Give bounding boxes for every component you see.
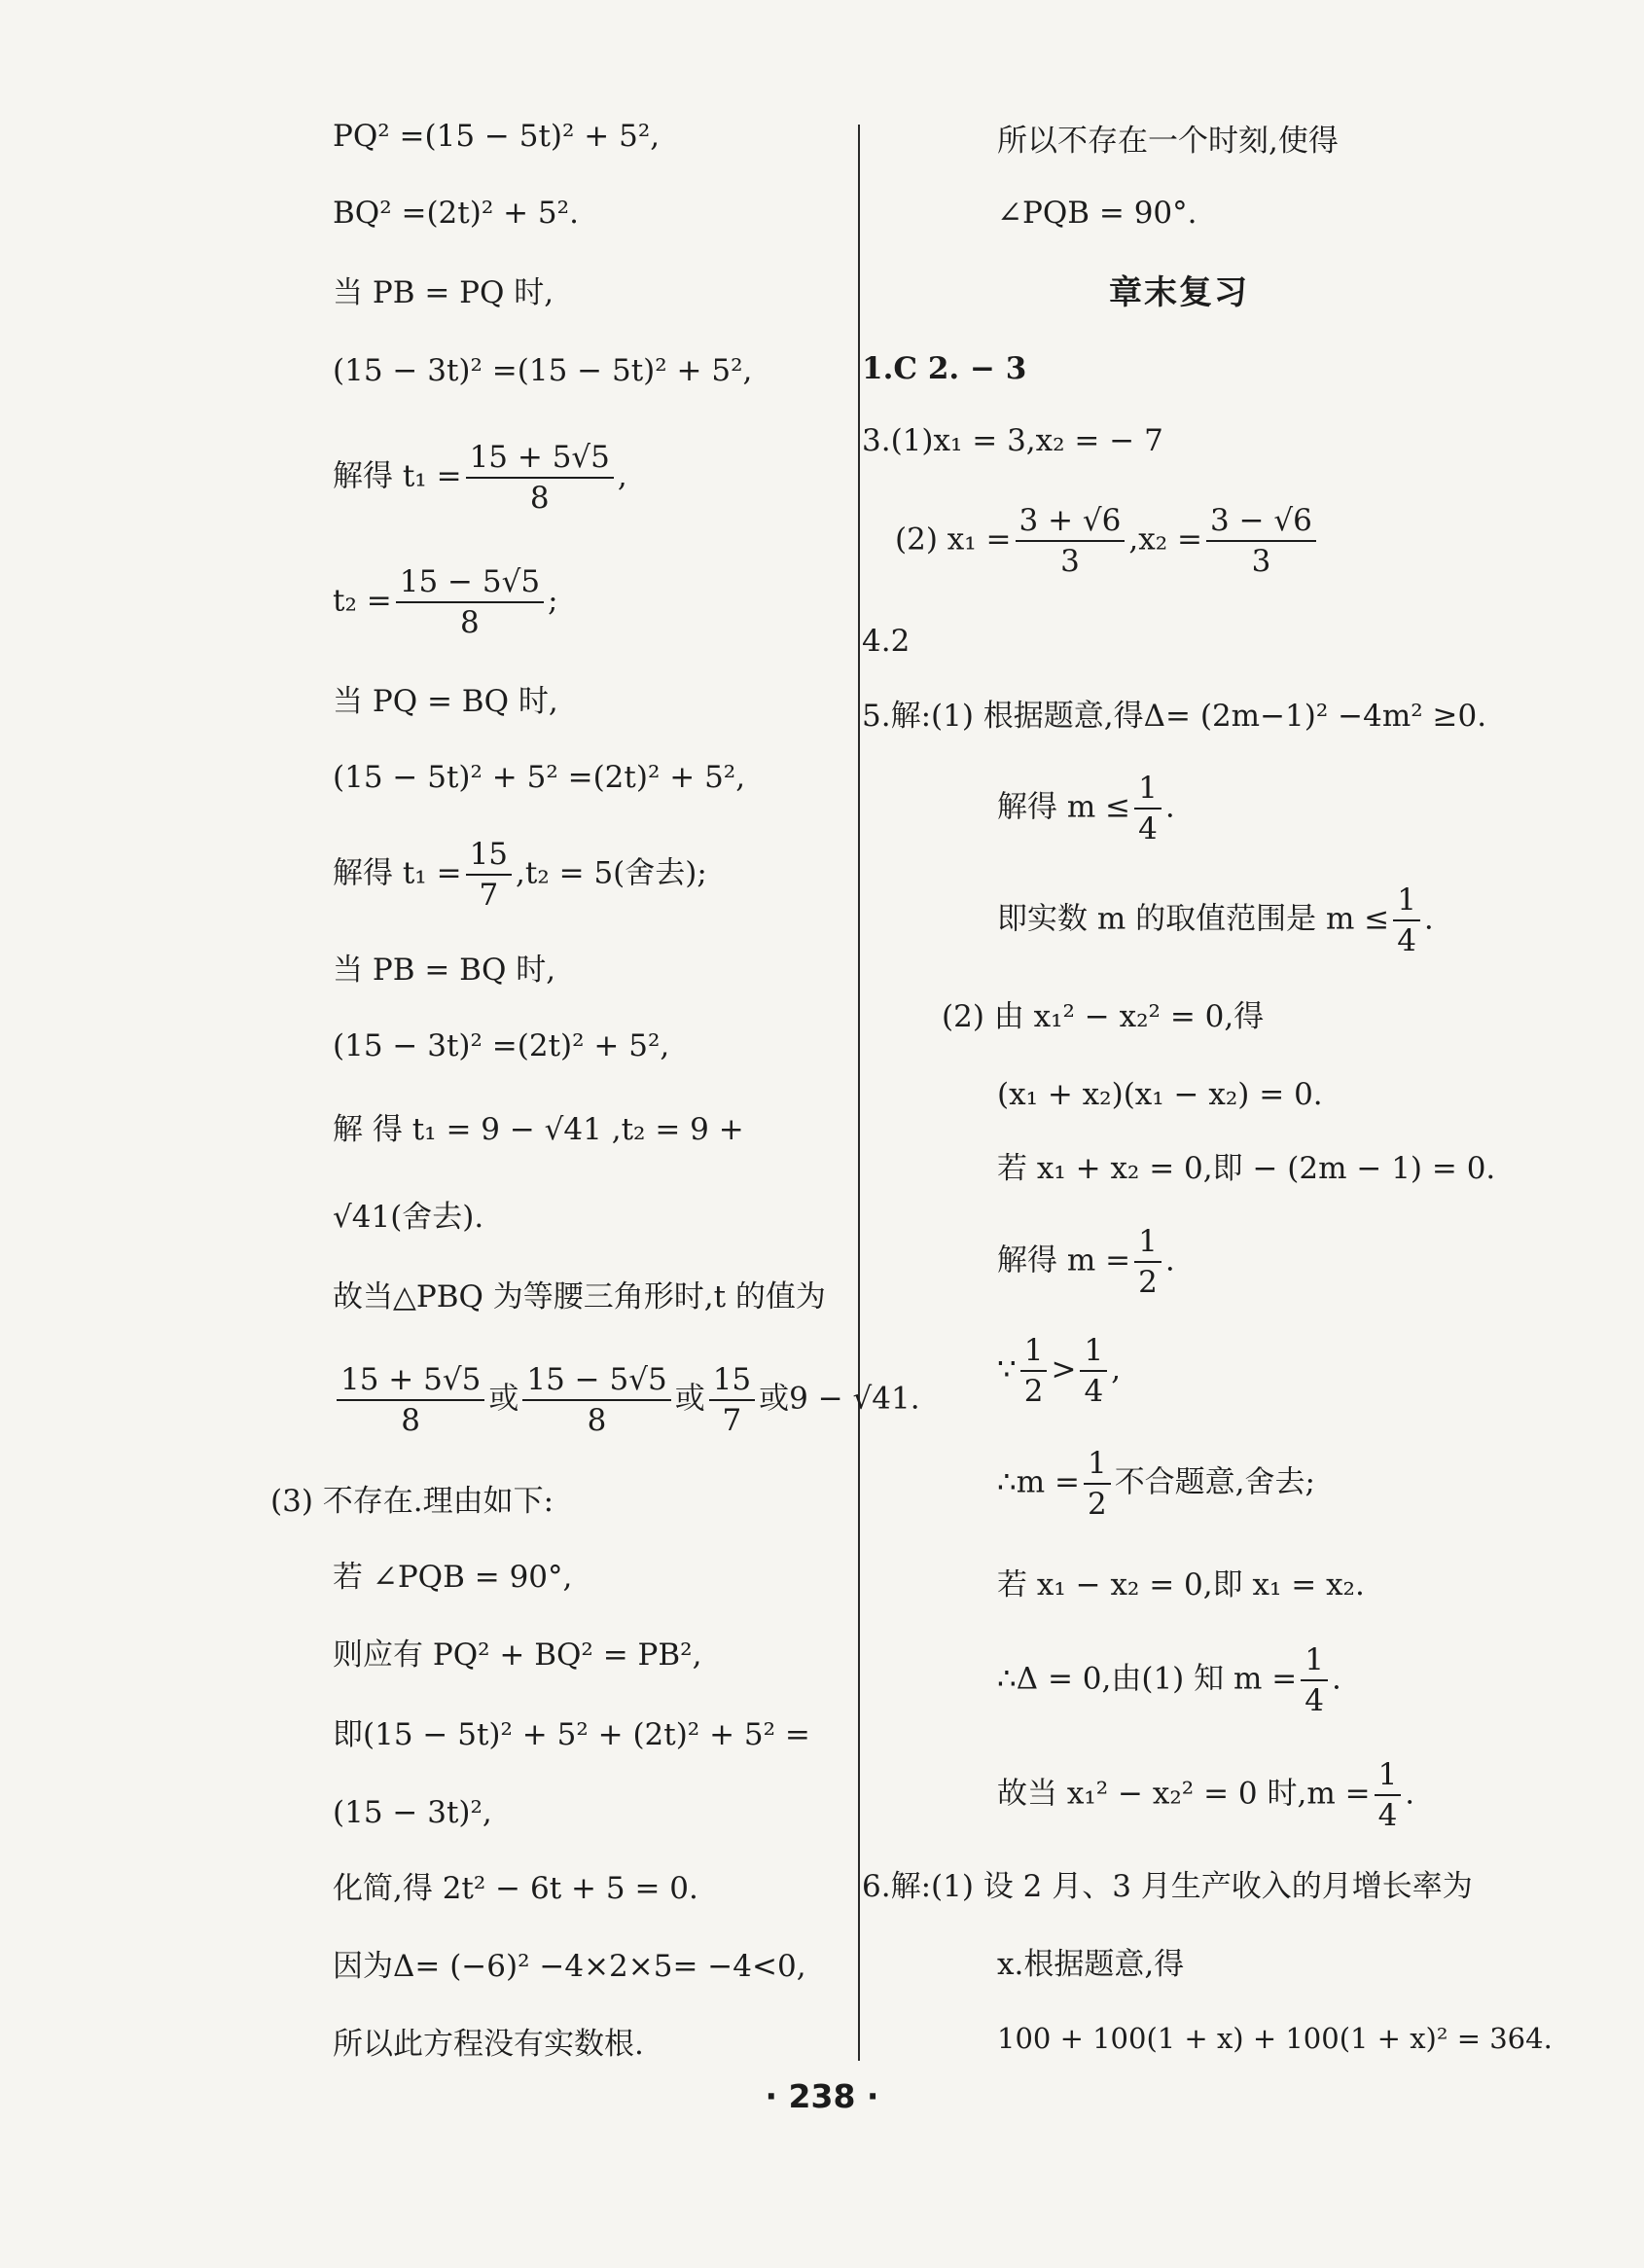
right-line-15 [997,1444,1315,1524]
text: 即实数 m 的取值范围是 m ≤ [997,901,1390,937]
left-line-9 [333,835,707,915]
left-line-3: 当 PB = PQ 时, [333,275,554,310]
right-line-7: 5.解:(1) 根据题意,得Δ= (2m−1)² −4m² ≥0. [862,699,1487,734]
left-line-7: 当 PQ = BQ 时, [333,684,558,719]
numerator: 1 [1134,769,1162,810]
fraction [1206,501,1316,581]
text: 或9 − √41. [759,1381,920,1417]
fraction [337,1360,484,1440]
denominator: 7 [479,878,499,913]
text: ,t₂ = 5(舍去); [516,855,707,891]
numerator: 1 [1080,1331,1107,1372]
fraction [1134,1222,1162,1302]
text: , [1111,1351,1122,1387]
numerator: 15 − 5√5 [522,1360,670,1401]
fraction [1080,1331,1107,1411]
left-line-23: 所以此方程没有实数根. [333,2027,644,2062]
denominator: 3 [1251,544,1271,579]
fraction [1084,1444,1111,1524]
column-divider [858,125,860,2061]
right-line-8 [997,769,1175,848]
fraction [466,835,512,915]
numerator: 15 + 5√5 [337,1360,484,1401]
right-line-9 [997,881,1434,960]
denominator: 4 [1304,1683,1324,1718]
text: , [617,458,627,494]
left-line-20: (15 − 3t)², [333,1795,492,1830]
right-line-6: 4.2 [862,624,911,659]
fraction [1134,769,1162,848]
left-line-16: (3) 不存在.理由如下: [270,1484,554,1519]
fraction [466,438,614,518]
fraction [1301,1640,1328,1720]
right-line-18 [997,1755,1414,1835]
numerator: 1 [1301,1640,1328,1681]
right-line-13 [997,1222,1175,1302]
left-line-12: 解 得 t₁ = 9 − √41 ,t₂ = 9 + [333,1112,744,1147]
left-line-11: (15 − 3t)² =(2t)² + 5², [333,1028,670,1063]
text: 解得 t₁ = [333,458,462,494]
right-line-4: 3.(1)x₁ = 3,x₂ = − 7 [862,423,1163,458]
text: . [1405,1776,1415,1812]
text: . [1164,1242,1175,1278]
fraction [1016,501,1126,581]
denominator: 3 [1060,544,1080,579]
text: ,x₂ = [1128,522,1202,558]
fraction [1393,881,1420,960]
numerator: 3 + √6 [1016,501,1126,542]
fraction [522,1360,670,1440]
denominator: 4 [1397,923,1416,958]
denominator: 2 [1023,1374,1044,1409]
page-number: · 238 · [765,2077,879,2115]
denominator: 2 [1138,1265,1158,1300]
left-line-5 [333,438,627,518]
section-heading: 章末复习 [1109,273,1249,312]
left-line-4: (15 − 3t)² =(15 − 5t)² + 5², [333,353,753,388]
numerator: 15 [466,835,512,876]
left-line-6 [333,562,558,642]
numerator: 3 − √6 [1206,501,1316,542]
left-line-1: PQ² =(15 − 5t)² + 5², [333,119,661,154]
numerator: 1 [1020,1331,1048,1372]
text: ; [548,583,558,619]
text: > [1051,1351,1077,1387]
denominator: 8 [587,1403,607,1438]
left-line-10: 当 PB = BQ 时, [333,953,556,988]
left-line-18: 则应有 PQ² + BQ² = PB², [333,1638,702,1673]
fraction [1375,1755,1402,1835]
text: ∴m = [997,1464,1080,1500]
text: 解得 m = [997,1242,1131,1278]
numerator: 1 [1134,1222,1162,1263]
fraction [396,562,544,642]
text: 或 [488,1381,519,1417]
left-line-14: 故当△PBQ 为等腰三角形时,t 的值为 [333,1279,826,1314]
right-line-5 [895,501,1320,581]
right-line-16: 若 x₁ − x₂ = 0,即 x₁ = x₂. [997,1567,1365,1602]
text: 解得 t₁ = [333,855,462,891]
denominator: 7 [722,1403,742,1438]
denominator: 8 [529,481,550,516]
denominator: 8 [460,605,480,640]
denominator: 2 [1087,1487,1107,1522]
left-line-2: BQ² =(2t)² + 5². [333,196,579,231]
right-line-2: ∠PQB = 90°. [997,196,1197,231]
numerator: 15 [709,1360,755,1401]
numerator: 15 − 5√5 [396,562,544,603]
denominator: 4 [1138,811,1158,846]
left-line-15 [333,1360,920,1440]
left-line-21: 化简,得 2t² − 6t + 5 = 0. [333,1871,698,1906]
left-line-22: 因为Δ= (−6)² −4×2×5= −4<0, [333,1949,806,1984]
text: 故当 x₁² − x₂² = 0 时,m = [997,1776,1371,1812]
text: . [1423,901,1434,937]
right-line-10: (2) 由 x₁² − x₂² = 0,得 [942,999,1265,1034]
numerator: 1 [1375,1755,1402,1796]
right-line-20: x.根据题意,得 [997,1947,1185,1982]
denominator: 4 [1084,1374,1104,1409]
left-line-13: √41(舍去). [333,1200,484,1235]
right-line-1: 所以不存在一个时刻,使得 [997,124,1339,159]
denominator: 4 [1377,1798,1398,1833]
text: (2) x₁ = [895,522,1012,558]
fraction [709,1360,755,1440]
denominator: 8 [401,1403,421,1438]
left-line-17: 若 ∠PQB = 90°, [333,1560,573,1595]
text: 不合题意,舍去; [1114,1464,1315,1500]
right-line-3: 1.C 2. − 3 [862,351,1027,386]
left-line-19: 即(15 − 5t)² + 5² + (2t)² + 5² = [333,1717,810,1752]
text: ∵ [997,1351,1017,1387]
left-line-8: (15 − 5t)² + 5² =(2t)² + 5², [333,760,746,795]
right-line-21: 100 + 100(1 + x) + 100(1 + x)² = 364. [997,2022,1553,2055]
right-line-19: 6.解:(1) 设 2 月、3 月生产收入的月增长率为 [862,1869,1473,1904]
text: 或 [674,1381,705,1417]
text: 解得 m ≤ [997,789,1131,825]
numerator: 15 + 5√5 [466,438,614,479]
text: . [1164,789,1175,825]
numerator: 1 [1393,881,1420,921]
numerator: 1 [1084,1444,1111,1485]
text: ∴Δ = 0,由(1) 知 m = [997,1661,1298,1697]
right-line-14 [997,1331,1121,1411]
fraction [1020,1331,1048,1411]
right-line-17 [997,1640,1341,1720]
right-line-12: 若 x₁ + x₂ = 0,即 − (2m − 1) = 0. [997,1151,1496,1186]
text: t₂ = [333,583,392,619]
right-line-11: (x₁ + x₂)(x₁ − x₂) = 0. [997,1077,1323,1112]
text: . [1331,1661,1341,1697]
